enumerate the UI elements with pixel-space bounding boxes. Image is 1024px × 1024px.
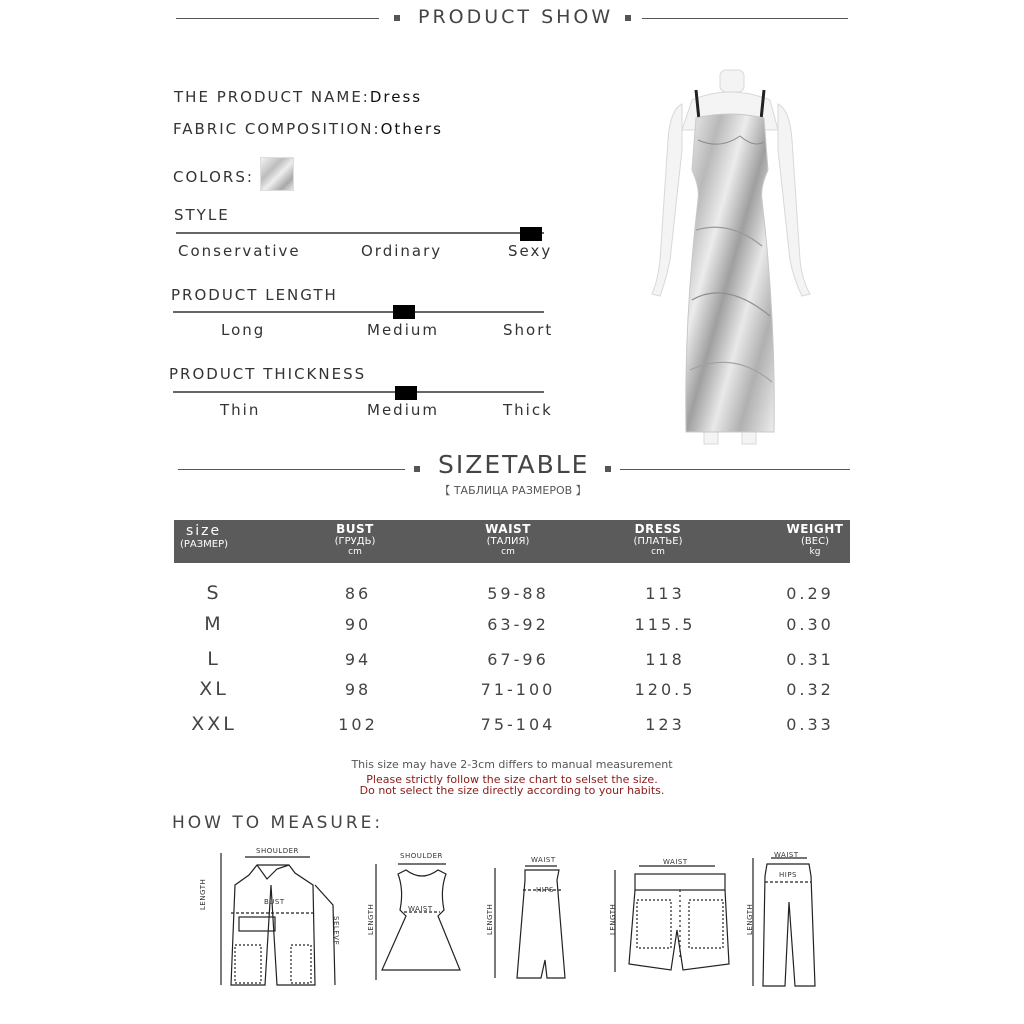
weight-cell: 0.31 [786,650,834,669]
shorts-waist-label: WAIST [663,858,688,866]
thickness-scale-options [0,401,553,425]
waist-cell: 59-88 [487,584,549,603]
dress-cell: 120.5 [634,680,696,699]
pants-waist-label: WAIST [774,851,799,859]
col-size-ru: (РАЗМЕР) [180,539,229,550]
dress-cell: 113 [645,584,685,603]
note-follow-chart: Please strictly follow the size chart to selset the size. [366,773,658,786]
skirt-measure-diagram [485,860,575,985]
dress-cell: 123 [645,715,685,734]
thickness-option-medium: Medium [367,401,439,419]
bust-cell: 102 [338,715,378,734]
bust-cell: 90 [344,615,372,634]
sizetable-dot-right [605,466,611,472]
size-cell: XL [199,678,229,700]
style-option-ordinary: Ordinary [361,242,443,260]
product-image [630,70,830,448]
col-dress-unit: cm [651,547,665,557]
length-scale-track [173,311,544,313]
thickness-scale-marker [395,386,417,400]
sizetable-subtitle: 【 ТАБЛИЦА РАЗМЕРОВ 】 [439,484,587,497]
size-cell: XXL [191,713,237,735]
color-swatch-marble[interactable] [260,157,294,191]
dress-cell: 118 [645,650,685,669]
style-option-conservative: Conservative [178,242,301,260]
thickness-option-thick: Thick [503,401,553,419]
fabric-value: Others [380,120,443,138]
waist-cell: 63-92 [487,615,549,634]
weight-cell: 0.30 [786,615,834,634]
fabric-row [173,120,443,138]
col-dress-label: DRESS [634,522,682,536]
col-waist [468,522,548,557]
length-option-long: Long [221,321,266,339]
length-option-short: Short [503,321,554,339]
colors-label: COLORS: [173,168,254,186]
dress-shoulder-label: SHOULDER [400,852,443,860]
thickness-scale-track [173,391,544,393]
fabric-label: FABRIC COMPOSITION: [173,120,381,138]
size-cell: L [207,648,221,670]
length-scale-marker [393,305,415,319]
waist-cell: 67-96 [487,650,549,669]
jacket-length-label: LENGTH [199,878,207,910]
style-scale-track [176,232,544,234]
col-size [176,523,234,550]
style-scale-title: STYLE [174,206,230,224]
col-bust-ru: (ГРУДЬ) [334,536,376,547]
col-waist-label: WAIST [485,522,531,536]
col-dress-ru: (ПЛАТЬЕ) [633,536,683,547]
sizetable-title: SIZETABLE [438,450,590,479]
size-cell: M [204,613,224,635]
col-weight [774,522,856,557]
skirt-hips-label: HIPS [536,886,554,894]
waist-cell: 75-104 [480,715,556,734]
weight-cell: 0.29 [786,584,834,603]
jacket-bust-label: BUST [264,898,285,906]
dress-body [686,114,775,432]
col-waist-ru: (ТАЛИЯ) [486,536,530,547]
jacket-sleeve-label: SELEVE [332,916,340,946]
col-weight-label: WEIGHT [786,522,844,536]
skirt-waist-label: WAIST [531,856,556,864]
style-option-sexy: Sexy [508,242,553,260]
skirt-length-label: LENGTH [486,903,494,935]
product-show-title: PRODUCT SHOW [418,6,614,28]
header-rule-left [176,18,379,19]
thickness-scale-title: PRODUCT THICKNESS [169,365,367,383]
shorts-measure-diagram [605,860,740,980]
header-dot-left [394,15,400,21]
bust-cell: 94 [344,650,372,669]
note-habits: Do not select the size directly according to your habits. [359,784,665,797]
col-bust-label: BUST [336,522,374,536]
col-weight-ru: (ВЕС) [801,536,829,547]
header-rule-right [642,18,848,19]
product-name-row [174,88,422,106]
style-scale-marker [520,227,542,241]
sizetable-dot-left [414,466,420,472]
col-size-label: size [186,523,222,539]
bust-cell: 98 [344,680,372,699]
col-dress [618,522,698,557]
pants-length-label: LENGTH [746,903,754,935]
waist-cell: 71-100 [480,680,556,699]
jacket-measure-diagram [205,845,345,990]
length-scale-title: PRODUCT LENGTH [171,286,338,304]
jacket-shoulder-label: SHOULDER [256,847,299,855]
size-cell: S [206,582,222,604]
header-dot-right [625,15,631,21]
length-option-medium: Medium [367,321,439,339]
bust-cell: 86 [344,584,372,603]
sizetable-rule-right [620,469,850,470]
length-scale-options [0,321,554,345]
style-scale-options [0,242,553,266]
dress-measure-diagram [362,860,472,985]
col-bust-unit: cm [348,547,362,557]
weight-cell: 0.32 [786,680,834,699]
pants-hips-label: HIPS [779,871,797,879]
dress-waist-label: WAIST [408,905,433,913]
weight-cell: 0.33 [786,715,834,734]
shorts-length-label: LENGTH [609,903,617,935]
sizetable-rule-left [178,469,405,470]
dress-cell: 115.5 [634,615,696,634]
dress-length-label: LENGTH [367,903,375,935]
how-to-measure-title: HOW TO MEASURE: [172,813,384,833]
note-measurement: This size may have 2-3cm differs to manual measurement [351,758,673,771]
col-bust [315,522,395,557]
col-waist-unit: cm [501,547,515,557]
col-weight-unit: kg [809,547,821,557]
thickness-option-thin: Thin [220,401,261,419]
product-name-label: THE PRODUCT NAME: [174,88,370,106]
product-name-value: Dress [369,88,423,106]
